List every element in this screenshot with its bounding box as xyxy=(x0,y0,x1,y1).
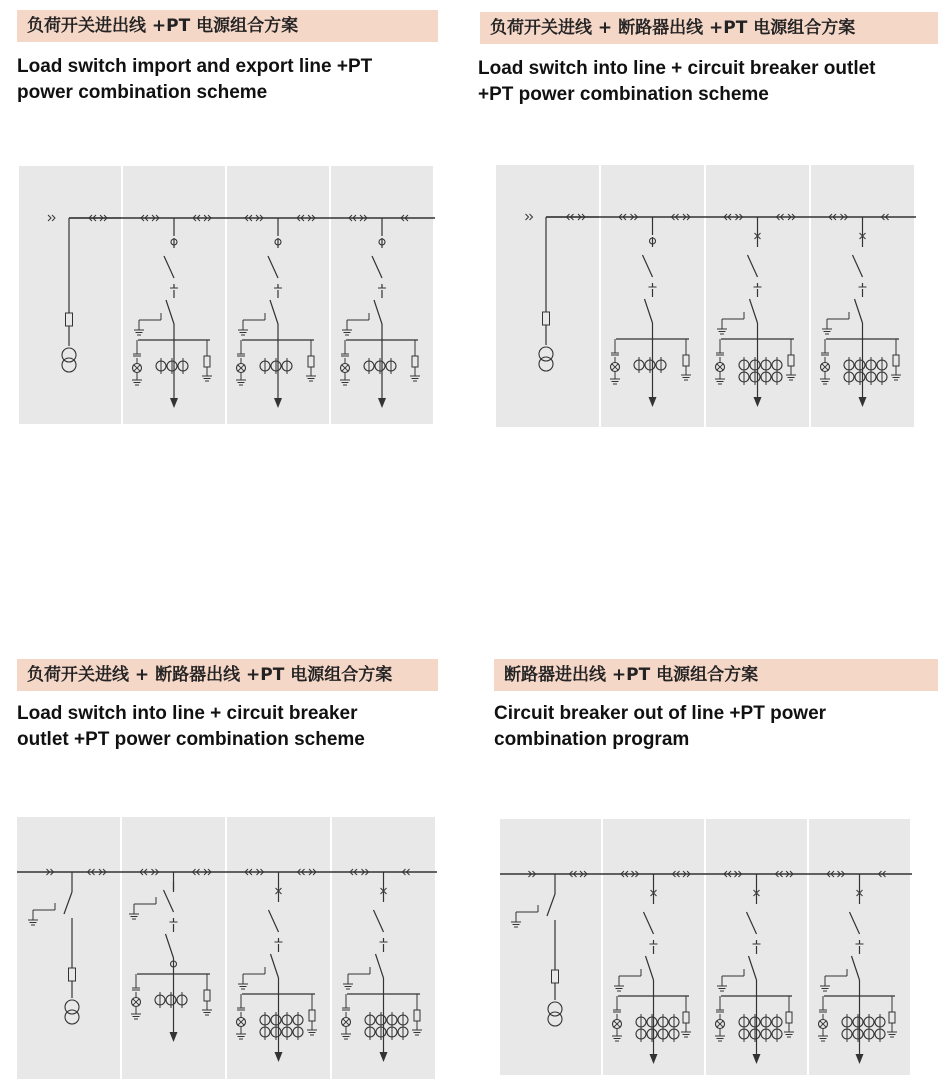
scheme-3-zh-title: 负荷开关进线 + 断路器出线 +PT 电源组合方案 xyxy=(17,659,438,691)
scheme-3-en-title xyxy=(17,701,447,753)
scheme-3-single-line-diagram xyxy=(17,817,437,1079)
scheme-2-en-title xyxy=(478,56,948,108)
scheme-4-en-title xyxy=(494,701,934,753)
panel-cbn xyxy=(706,819,807,1075)
panel-background xyxy=(496,165,599,427)
panel-cbn xyxy=(603,819,704,1075)
scheme-1-zh-title: 负荷开关进出线 +PT 电源组合方案 xyxy=(17,10,438,42)
panel-lsb xyxy=(122,817,225,1079)
scheme-1-single-line-diagram xyxy=(19,166,435,424)
panel-pt xyxy=(496,165,599,427)
panel-cb xyxy=(706,165,809,427)
current-transformer-icon xyxy=(364,358,396,374)
panel-ls xyxy=(601,165,704,427)
panel-ptb xyxy=(500,819,601,1075)
panel-ls xyxy=(123,166,225,424)
scheme-4-en-title-line2: combination program xyxy=(494,729,690,750)
panel-ls xyxy=(227,166,329,424)
panel-background xyxy=(500,819,601,1075)
scheme-4-zh-title: 断路器进出线 +PT 电源组合方案 xyxy=(494,659,938,691)
panel-background xyxy=(19,166,121,424)
scheme-1-en-title-line1: Load switch import and export line +PT xyxy=(17,56,373,77)
scheme-3-en-title-line1: Load switch into line + circuit breaker xyxy=(17,703,358,724)
scheme-4-en-title-line1: Circuit breaker out of line +PT power xyxy=(494,703,827,724)
panel-ls xyxy=(331,166,433,424)
scheme-1-en-title xyxy=(17,54,447,106)
scheme-3-en-title-line2: outlet +PT power combination scheme xyxy=(17,729,365,750)
panel-pt xyxy=(19,166,121,424)
panel-cb xyxy=(332,817,435,1079)
panel-cb xyxy=(227,817,330,1079)
current-transformer-icon xyxy=(156,358,188,374)
panel-ptb xyxy=(17,817,120,1079)
panel-background xyxy=(17,817,120,1079)
panel-cbn xyxy=(809,819,910,1075)
current-transformer-icon xyxy=(260,358,292,374)
current-transformer-icon xyxy=(634,357,666,373)
scheme-4-single-line-diagram xyxy=(500,819,912,1075)
scheme-2-single-line-diagram xyxy=(496,165,916,427)
scheme-1-en-title-line2: power combination scheme xyxy=(17,82,268,103)
scheme-2-en-title-line1: Load switch into line + circuit breaker outlet xyxy=(478,58,876,79)
panel-cb xyxy=(811,165,914,427)
scheme-2-zh-title: 负荷开关进线 + 断路器出线 +PT 电源组合方案 xyxy=(480,12,938,44)
current-transformer-icon xyxy=(155,992,187,1008)
scheme-2-en-title-line2: +PT power combination scheme xyxy=(478,84,769,105)
